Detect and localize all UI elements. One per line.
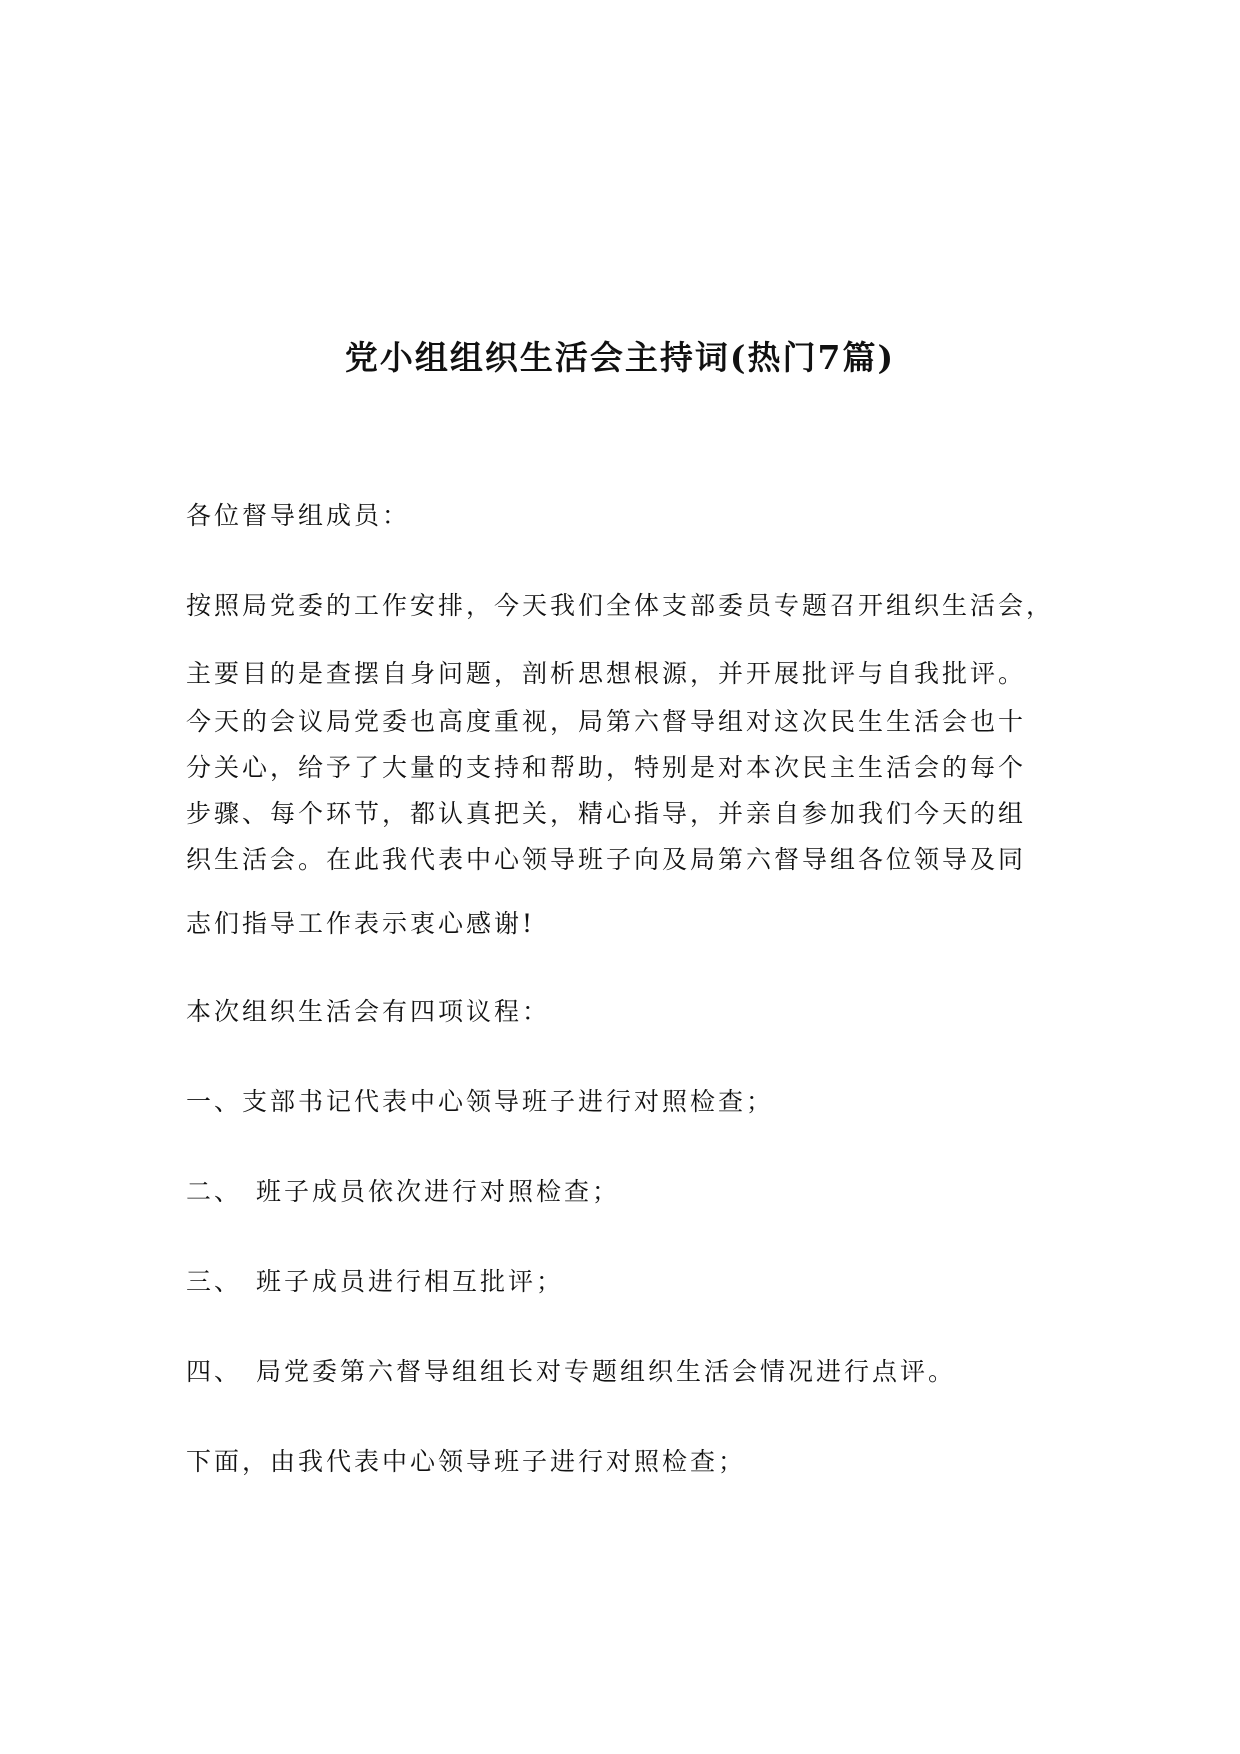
paragraph-line-6: 织生活会。在此我代表中心领导班子向及局第六督导组各位领导及同: [186, 845, 1027, 874]
agenda-item: [186, 1176, 620, 1208]
agenda-intro: 本次组织生活会有四项议程：: [186, 997, 551, 1026]
agenda-text: 班子成员进行相互批评；: [256, 1267, 565, 1296]
paragraph-line-4: 分关心，给予了大量的支持和帮助，特别是对本次民主生活会的每个: [186, 753, 1027, 782]
agenda-text: 支部书记代表中心领导班子进行对照检查；: [242, 1087, 775, 1116]
paragraph-line-7: 志们指导工作表示衷心感谢!: [186, 909, 536, 938]
paragraph-line-5: 步骤、每个环节，都认真把关，精心指导，并亲自参加我们今天的组: [186, 799, 1027, 828]
agenda-number: 一、: [186, 1087, 243, 1116]
paragraph-line-2: 主要目的是查摆自身问题，剖析思想根源，并开展批评与自我批评。: [186, 659, 1027, 688]
agenda-item: [186, 1266, 564, 1298]
agenda-text: 局党委第六督导组组长对专题组织生活会情况进行点评。: [256, 1357, 957, 1386]
paragraph-line-1: 按照局党委的工作安排，今天我们全体支部委员专题召开组织生活会，: [186, 591, 1055, 620]
agenda-item: [186, 1086, 774, 1118]
agenda-item: [186, 1356, 956, 1388]
salutation: 各位督导组成员：: [186, 501, 411, 530]
document-title: 党小组组织生活会主持词(热门7篇): [344, 338, 896, 377]
paragraph-line-3: 今天的会议局党委也高度重视，局第六督导组对这次民生生活会也十: [186, 707, 1027, 736]
agenda-text: 班子成员依次进行对照检查；: [256, 1177, 621, 1206]
agenda-number: 二、: [186, 1177, 243, 1206]
agenda-number: 三、: [186, 1267, 243, 1296]
agenda-number: 四、: [186, 1357, 243, 1386]
closing-line: 下面，由我代表中心领导班子进行对照检查；: [186, 1447, 747, 1476]
